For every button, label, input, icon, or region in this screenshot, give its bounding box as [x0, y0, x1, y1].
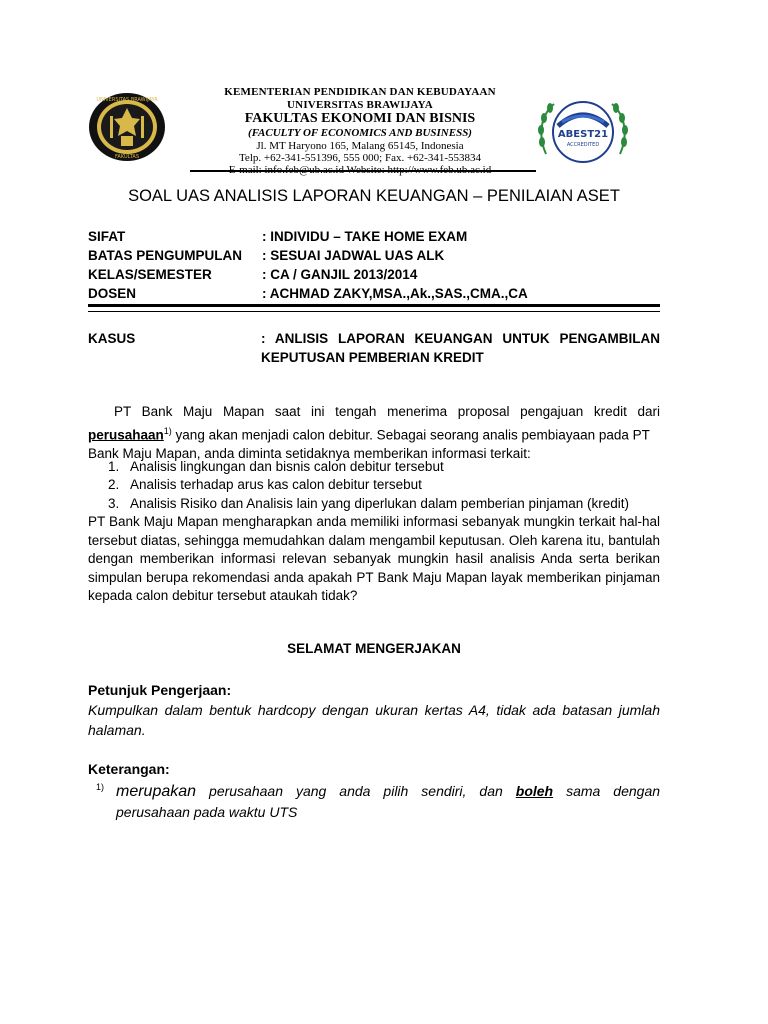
notes-heading: Keterangan:	[88, 761, 170, 777]
closing-message: SELAMAT MENGERJAKAN	[287, 641, 461, 656]
ministry-name: KEMENTERIAN PENDIDIKAN DAN KEBUDAYAAN	[224, 86, 496, 98]
footnote-marker: 1)	[96, 782, 105, 792]
university-logo	[88, 92, 166, 162]
meta-key: DOSEN	[88, 286, 137, 301]
meta-key: SIFAT	[88, 229, 126, 244]
instructions-line-1: Kumpulkan dalam bentuk hardcopy dengan ukuran kertas A4, tidak ada batasan jumlah	[88, 702, 660, 718]
intro-keyword: perusahaan	[88, 427, 164, 443]
footnote-keyword: boleh	[515, 783, 554, 799]
body-line-3: dengan memberikan informasi relevan sebanyak mungkin hasil analisis Anda serta berikan	[88, 551, 660, 567]
body-line-1: PT Bank Maju Mapan mengharapkan anda memiliki informasi sebanyak mungkin terkait hal-hal	[88, 514, 660, 529]
list-text: Analisis terhadap arus kas calon debitur tersebut	[130, 477, 422, 493]
list-text: Analisis lingkungan dan bisnis calon debitur tersebut	[130, 459, 444, 474]
logo-ring-bottom-text: FAKULTAS	[115, 154, 139, 160]
abest21-logo-text: ABEST21	[557, 129, 609, 140]
list-number: 3.	[108, 495, 120, 511]
faculty-name-english: (FACULTY OF ECONOMICS AND BUSINESS)	[248, 127, 472, 139]
case-line-2: KEPUTUSAN PEMBERIAN KREDIT	[261, 350, 484, 365]
meta-row-sifat	[88, 227, 660, 246]
address: Jl. MT Haryono 165, Malang 65145, Indonesia	[256, 140, 464, 152]
body-line-5: kepada calon debitur tersebut ataukah tidak?	[88, 588, 358, 604]
footnote-line-2: perusahaan pada waktu UTS	[116, 804, 298, 820]
letterhead-divider	[190, 170, 536, 172]
section-divider-thin	[88, 311, 660, 312]
university-name: UNIVERSITAS BRAWIJAYA	[287, 99, 433, 111]
footnote-words-mid: perusahaan yang anda pilih sendiri, dan	[209, 783, 503, 799]
meta-row-dosen	[88, 284, 660, 303]
body-line-4: simpulan berupa rekomendasi anda apakah PT Bank Maju Mapan layak memberikan pinjaman	[88, 569, 660, 585]
document-title: SOAL UAS ANALISIS LAPORAN KEUANGAN – PENILAIAN ASET	[128, 187, 620, 205]
intro-line-2-text: yang akan menjadi calon debitur. Sebagai seorang analis pembiayaan pada PT	[171, 427, 650, 443]
intro-line-3: Bank Maju Mapan, anda diminta setidaknya memberikan informasi terkait:	[88, 445, 531, 461]
abest21-logo	[536, 96, 630, 172]
meta-value: : ACHMAD ZAKY,MSA.,Ak.,SAS.,CMA.,CA	[262, 286, 528, 301]
body-paragraph	[88, 513, 660, 606]
case-line-1: : ANLISIS LAPORAN KEUANGAN UNTUK PENGAMBILAN	[261, 331, 660, 346]
meta-value: : SESUAI JADWAL UAS ALK	[262, 248, 445, 263]
footnote-line-1	[116, 780, 660, 803]
meta-row-batas	[88, 246, 660, 265]
list-item	[108, 458, 629, 476]
meta-value: : CA / GANJIL 2013/2014	[262, 267, 418, 282]
meta-row-kelas	[88, 265, 660, 284]
intro-line-1: PT Bank Maju Mapan saat ini tengah menerima proposal pengajuan kredit dari	[114, 404, 660, 419]
footnote-word-first: merupakan	[116, 783, 197, 800]
meta-key: KELAS/SEMESTER	[88, 267, 212, 282]
footnote-ref: 1)	[163, 425, 172, 436]
letterhead	[88, 86, 660, 172]
list-text: Analisis Risiko dan Analisis lain yang diperlukan dalam pemberian pinjaman (kredit)	[130, 495, 630, 511]
abest21-accredited-text: ACCREDITED	[566, 142, 600, 148]
case-label: KASUS	[88, 331, 136, 346]
logo-ring-top-text: UNIVERSITAS BRAWIJAYA	[96, 97, 158, 103]
list-item	[108, 495, 629, 513]
instructions-line-2: halaman.	[88, 721, 146, 738]
meta-key: BATAS PENGUMPULAN	[88, 248, 242, 263]
analysis-list	[108, 458, 629, 513]
instructions-heading: Petunjuk Pengerjaan:	[88, 682, 232, 698]
body-line-2: tersebut diatas, sehingga memudahkan dalam mengambil keputusan. Oleh karena itu, bantulah	[88, 532, 660, 548]
letterhead-text	[190, 86, 530, 176]
exam-meta	[88, 227, 660, 303]
footnote-words-end: sama dengan	[566, 783, 661, 799]
instructions-text	[88, 701, 660, 740]
list-number: 1.	[108, 459, 120, 474]
intro-line-2	[88, 422, 660, 445]
intro-paragraph	[88, 403, 660, 463]
section-divider-thick	[88, 304, 660, 307]
list-number: 2.	[108, 477, 120, 493]
phone-fax: Telp. +62-341-551396, 555 000; Fax. +62-341-553834	[238, 152, 481, 164]
list-item	[108, 476, 629, 494]
case-description	[261, 329, 660, 367]
faculty-name: FAKULTAS EKONOMI DAN BISNIS	[244, 111, 476, 126]
meta-value: : INDIVIDU – TAKE HOME EXAM	[262, 229, 468, 244]
